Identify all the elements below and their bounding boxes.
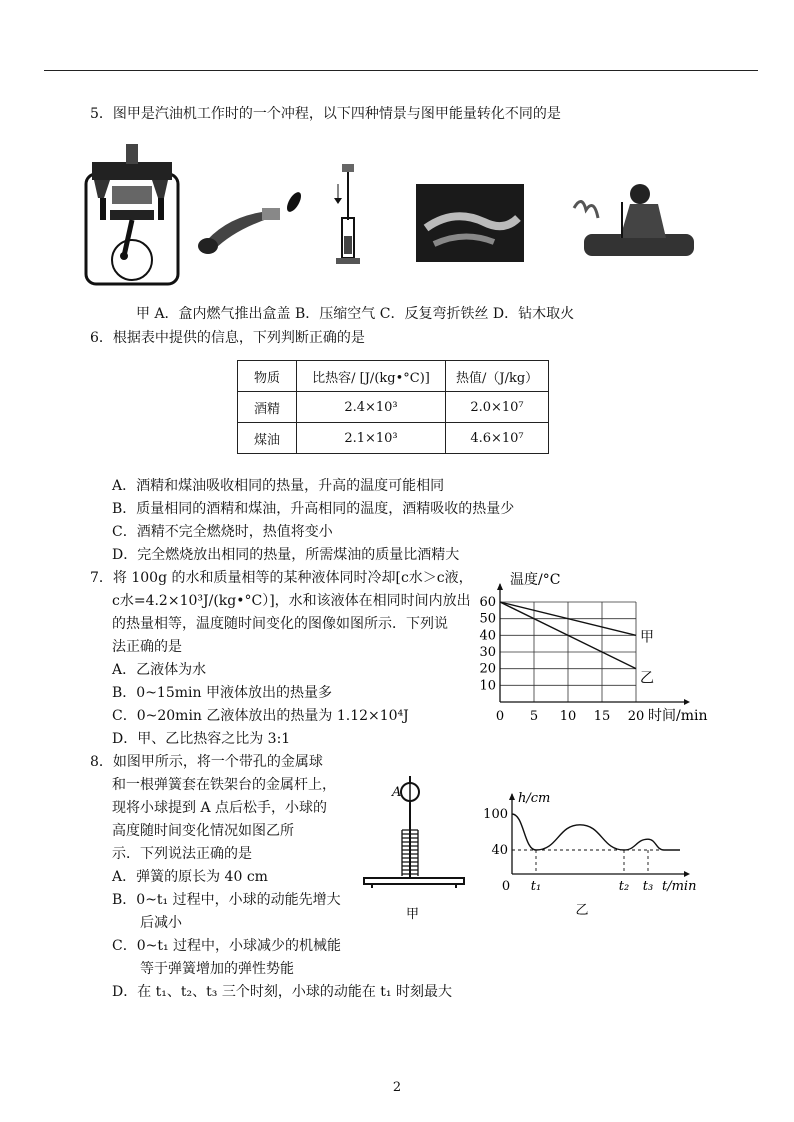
x-tick-label: t₃ (642, 879, 654, 894)
x-axis-label: 时间/min (648, 708, 708, 722)
table-cell: 2.0×10⁷ (446, 392, 549, 423)
table-header-cell: 物质 (238, 361, 297, 392)
table-row (238, 392, 549, 423)
x-tick-label: 5 (529, 709, 539, 722)
x-axis-arrow (684, 699, 690, 705)
table-header-row (238, 361, 549, 392)
y-tick-label: 40 (491, 843, 508, 858)
q8-option-c: C．0~t₁ 过程中，小球减少的机械能 (112, 938, 342, 954)
air-compression-illustration (334, 164, 360, 264)
q8-option-a: A．弹簧的原长为 40 cm (112, 869, 268, 885)
series-label: 甲 (640, 629, 654, 646)
table-header-cell: 热值/（J/kg） (446, 361, 549, 392)
y-tick-label: 10 (479, 678, 496, 694)
q8-option-c-cont: 等于弹簧增加的弹性势能 (140, 961, 294, 977)
q6-stem: 6．根据表中提供的信息，下列判断正确的是 (90, 330, 365, 346)
q5-options: 甲 A．盒内燃气推出盒盖 B．压缩空气 C．反复弯折铁丝 D．钻木取火 (136, 306, 575, 322)
engine-illustration (86, 144, 178, 284)
y-tick-label: 30 (479, 645, 496, 660)
q7-line-2: c水=4.2×10³J/(kg•°C）]，水和该液体在相同时间内放出 (112, 593, 471, 609)
y-axis-arrow (497, 583, 503, 590)
q8-line-5: 示．下列说法正确的是 (112, 846, 252, 862)
table-header-cell: 比热容/ [J/(kg•°C)] (297, 361, 446, 392)
q7-option-d: D．甲、乙比热容之比为 3:1 (112, 731, 291, 747)
temperature-time-chart (470, 570, 730, 722)
x-axis-label: t/min (662, 879, 697, 894)
q7-option-a: A．乙液体为水 (112, 662, 207, 678)
drill-fire-illustration (574, 184, 694, 256)
q8-line-4: 高度随时间变化情况如图乙所 (112, 823, 294, 839)
q7-line-4: 法正确的是 (112, 639, 182, 655)
figure-yi-caption: 乙 (575, 903, 589, 918)
height-time-chart (480, 786, 700, 920)
q8-line-3: 现将小球提到 A 点后松手，小球的 (112, 800, 328, 816)
x-tick-label: 15 (593, 709, 611, 722)
q6-option-c: C．酒精不完全燃烧时，热值将变小 (112, 524, 333, 540)
header-rule (44, 70, 758, 71)
igniter-illustration (198, 190, 304, 254)
q8-option-b: B．0~t₁ 过程中，小球的动能先增大 (112, 892, 341, 908)
q6-option-a: A．酒精和煤油吸收相同的热量，升高的温度可能相同 (112, 478, 445, 494)
table-cell: 2.4×10³ (297, 392, 446, 423)
x-tick-label: 10 (559, 709, 577, 722)
y-tick-label: 60 (479, 595, 496, 610)
table-cell: 4.6×10⁷ (446, 423, 549, 454)
x-tick-label: t₁ (530, 879, 542, 894)
q8-line-1: 8．如图甲所示，将一个带孔的金属球 (90, 754, 323, 770)
q6-data-table (237, 360, 549, 454)
height-curve (512, 814, 680, 850)
q6-option-d: D．完全燃烧放出相同的热量，所需煤油的质量比酒精大 (112, 547, 460, 563)
page-number: 2 (392, 1080, 402, 1095)
q7-line-1: 7．将 100g 的水和质量相等的某种液体同时冷却[c水＞c液， (90, 570, 473, 586)
spring-stand-figure (358, 770, 474, 920)
q7-line-3: 的热量相等，温度随时间变化的图像如图所示．下列说 (112, 616, 448, 632)
y-axis-label: 温度/°C (510, 572, 561, 588)
y-tick-label: 20 (479, 661, 496, 677)
q6-option-b: B．质量相同的酒精和煤油，升高相同的温度，酒精吸收的热量少 (112, 501, 515, 517)
bending-wire-illustration (416, 184, 524, 262)
table-cell: 2.1×10³ (297, 423, 446, 454)
y-tick-label: 50 (479, 611, 496, 627)
q8-option-d: D．在 t₁、t₂、t₃ 三个时刻，小球的动能在 t₁ 时刻最大 (112, 984, 452, 1000)
point-a-label: A (392, 785, 402, 800)
q7-option-c: C．0~20min 乙液体放出的热量为 1.12×10⁴J (112, 708, 409, 724)
y-tick-label: 40 (479, 628, 496, 644)
q5-illustrations (74, 138, 714, 288)
x-tick-label: 0 (495, 709, 505, 722)
q8-option-b-cont: 后减小 (140, 915, 182, 931)
series-label: 乙 (640, 670, 654, 687)
table-cell: 煤油 (238, 423, 297, 454)
table-row (238, 423, 549, 454)
table-cell: 酒精 (238, 392, 297, 423)
q5-stem: 5．图甲是汽油机工作时的一个冲程，以下四种情景与图甲能量转化不同的是 (90, 106, 561, 122)
x-tick-label: 20 (627, 709, 645, 722)
q8-line-2: 和一根弹簧套在铁架台的金属杆上， (112, 777, 336, 793)
x-tick-label: 0 (501, 879, 511, 894)
figure-jia-caption: 甲 (406, 907, 420, 920)
y-tick-label: 100 (483, 807, 508, 822)
y-axis-label: h/cm (518, 791, 551, 806)
x-axis-arrow (684, 871, 690, 877)
q7-option-b: B．0~15min 甲液体放出的热量多 (112, 685, 332, 701)
x-tick-label: t₂ (618, 879, 630, 894)
y-axis-arrow (509, 793, 515, 800)
